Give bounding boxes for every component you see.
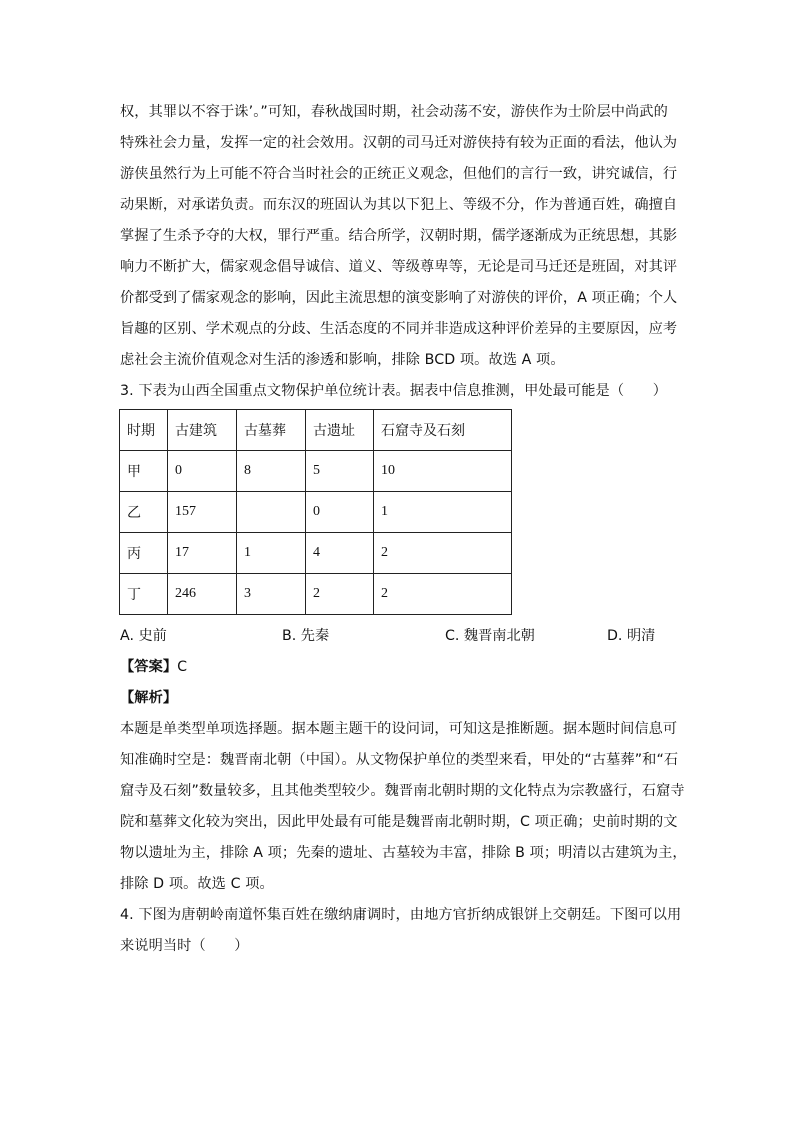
table-cell [237, 492, 306, 533]
table-cell: 5 [306, 451, 374, 492]
table-cell: 246 [168, 574, 237, 615]
paragraph-line: 响力不断扩大，儒家观念倡导诚信、道义、等级尊卑等，无论是司马迁还是班固，对其评 [120, 259, 678, 275]
relics-table [119, 409, 512, 615]
analysis-line: 本题是单类型单项选择题。据本题主题干的设问词，可知这是推断题。据本题时间信息可 [120, 721, 678, 737]
option-a: A. 史前 [120, 628, 167, 644]
table-cell: 17 [168, 533, 237, 574]
table-header-cell: 古遗址 [306, 410, 374, 451]
analysis-tag [120, 688, 680, 708]
table-cell: 3 [237, 574, 306, 615]
analysis-line: 物以遗址为主，排除 A 项；先秦的遗址、古墓较为丰富，排除 B 项；明清以古建筑为主， [120, 845, 687, 861]
table-cell: 2 [374, 533, 512, 574]
table-cell: 2 [374, 574, 512, 615]
analysis-tag-label: 【解析】 [120, 690, 178, 706]
table-cell: 甲 [120, 451, 168, 492]
paragraph-line: 权，其罪以不容于诛’。”可知，春秋战国时期，社会动荡不安，游侠作为士阶层中尚武的 [120, 104, 668, 120]
table-cell: 丁 [120, 574, 168, 615]
option-c: C. 魏晋南北朝 [445, 628, 535, 644]
table-row [120, 533, 512, 574]
table-cell: 2 [306, 574, 374, 615]
question-4-stem-line: 来说明当时（ ） [120, 938, 249, 954]
analysis-line: 知准确时空是：魏晋南北朝（中国）。从文物保护单位的类型来看，甲处的“古墓葬”和“石 [120, 752, 679, 768]
table-row [120, 492, 512, 533]
table-cell: 10 [374, 451, 512, 492]
answer-line [120, 657, 680, 677]
answer-value: C [177, 659, 188, 675]
table-cell: 1 [374, 492, 512, 533]
table-header-cell: 古建筑 [168, 410, 237, 451]
paragraph-line: 动果断，对承诺负责。而东汉的班固认为其以下犯上、等级不分，作为普通百姓，确擅自 [120, 197, 678, 213]
table-cell: 0 [168, 451, 237, 492]
paragraph-line: 价都受到了儒家观念的影响，因此主流思想的演变影响了对游侠的评价，A 项正确；个人 [120, 290, 678, 306]
table-header-row [120, 410, 512, 451]
paragraph-line: 特殊社会力量，发挥一定的社会效用。汉朝的司马迁对游侠持有较为正面的看法，他认为 [120, 135, 678, 151]
paragraph-line: 游侠虽然行为上可能不符合当时社会的正统正义观念，但他们的言行一致，讲究诚信，行 [120, 166, 678, 182]
paragraph-line: 掌握了生杀予夺的大权，罪行严重。结合所学，汉朝时期，儒学逐渐成为正统思想，其影 [120, 228, 678, 244]
option-b: B. 先秦 [282, 628, 330, 644]
analysis-line: 窟寺及石刻”数量较多，且其他类型较少。魏晋南北朝时期的文化特点为宗教盛行，石窟寺 [120, 783, 685, 799]
table-header-cell: 石窟寺及石刻 [374, 410, 512, 451]
question-3-stem: 3. 下表为山西全国重点文物保护单位统计表。据表中信息推测，甲处最可能是（ ） [120, 383, 667, 399]
table-header-cell: 时期 [120, 410, 168, 451]
table-cell: 4 [306, 533, 374, 574]
table-cell: 8 [237, 451, 306, 492]
table-header-cell: 古墓葬 [237, 410, 306, 451]
table-cell: 乙 [120, 492, 168, 533]
question-4-stem-line: 4. 下图为唐朝岭南道怀集百姓在缴纳庸调时，由地方官折纳成银饼上交朝廷。下图可以用 [120, 907, 682, 923]
analysis-line: 院和墓葬文化较为突出，因此甲处最有可能是魏晋南北朝时期，C 项正确；史前时期的文 [120, 814, 678, 830]
table-cell: 157 [168, 492, 237, 533]
answer-tag: 【答案】 [120, 659, 178, 675]
paragraph-line: 旨趣的区别、学术观点的分歧、生活态度的不同并非造成这种评价差异的主要原因，应考 [120, 321, 678, 337]
option-d: D. 明清 [607, 628, 656, 644]
table-cell: 1 [237, 533, 306, 574]
table-cell: 0 [306, 492, 374, 533]
table-row [120, 451, 512, 492]
paragraph-line: 虑社会主流价值观念对生活的渗透和影响，排除 BCD 项。故选 A 项。 [120, 352, 565, 368]
table-row [120, 574, 512, 615]
analysis-line: 排除 D 项。故选 C 项。 [120, 876, 274, 892]
table-cell: 丙 [120, 533, 168, 574]
